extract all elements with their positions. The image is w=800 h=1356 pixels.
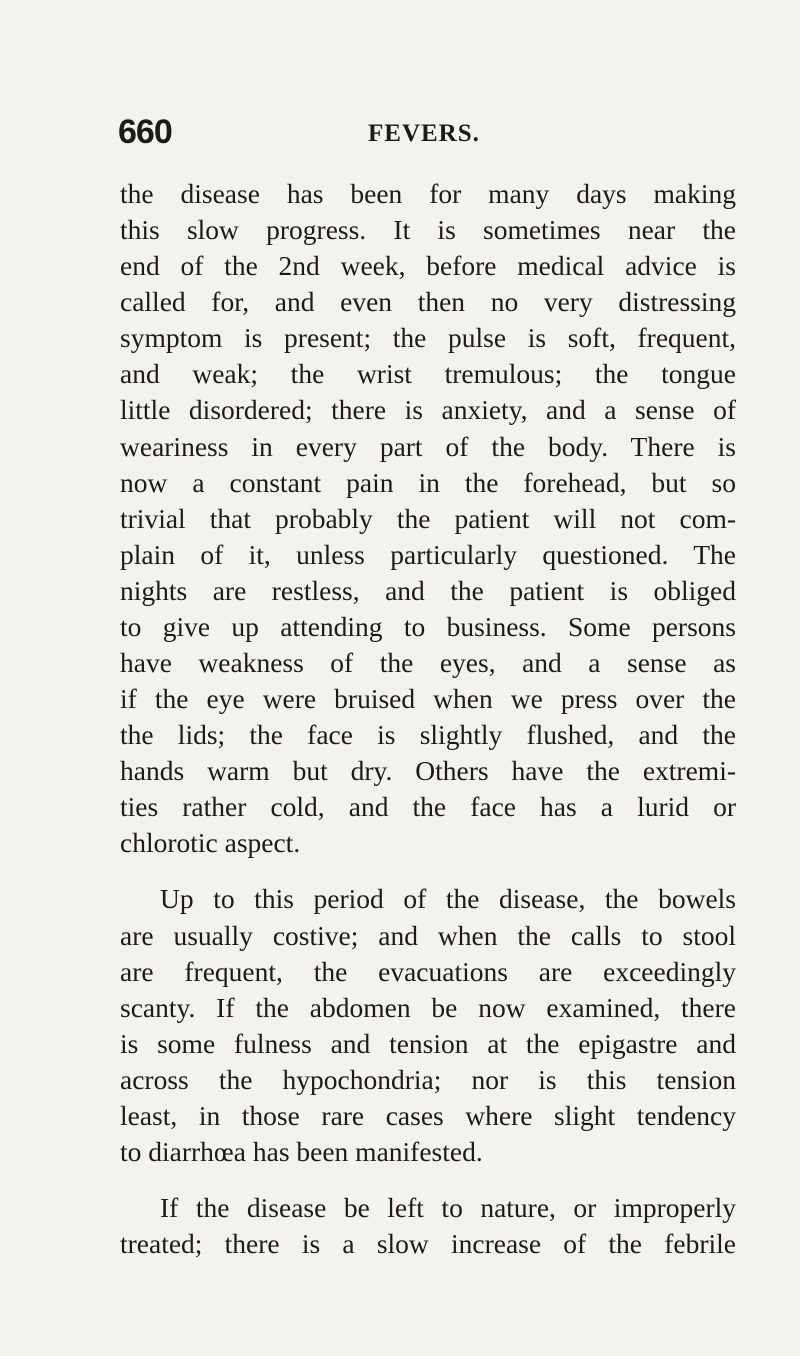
text-line: this slow progress. It is sometimes near the xyxy=(120,214,736,246)
text-line: If the disease be left to nature, or improperly xyxy=(160,1192,736,1224)
text-line: chlorotic aspect. xyxy=(120,827,301,859)
paragraph-spacer xyxy=(120,861,736,881)
text-line: the disease has been for many days making xyxy=(120,178,736,209)
text-line: and weak; the wrist tremulous; the tongue xyxy=(120,358,736,390)
running-head: FEVERS. xyxy=(368,120,480,147)
text-line: called for, and even then no very distressing xyxy=(120,286,736,318)
text-line: weariness in every part of the body. There is xyxy=(120,430,736,462)
text-line: Up to this period of the disease, the bowels xyxy=(160,883,736,915)
text-line: ties rather cold, and the face has a lurid or xyxy=(120,791,736,823)
text-line: have weakness of the eyes, and a sense as xyxy=(120,647,736,679)
text-line: to diarrhœa has been manifested. xyxy=(120,1136,483,1168)
paragraph-3 xyxy=(120,1190,736,1262)
paragraph-1 xyxy=(120,176,736,861)
text-line: is some fulness and tension at the epigastre and xyxy=(120,1027,736,1059)
text-line: are frequent, the evacuations are exceedingly xyxy=(120,955,736,987)
text-line: little disordered; there is anxiety, and a sense of xyxy=(120,394,736,426)
text-line: across the hypochondria; nor is this tension xyxy=(120,1063,736,1095)
text-line: the lids; the face is slightly flushed, and the xyxy=(120,719,736,751)
text-line: are usually costive; and when the calls to stool xyxy=(120,919,736,951)
text-line: treated; there is a slow increase of the febrile xyxy=(120,1228,736,1260)
paragraph-spacer xyxy=(120,1170,736,1190)
page-header xyxy=(118,112,698,152)
page-number: 660 xyxy=(118,113,172,151)
text-line: plain of it, unless particularly questioned. The xyxy=(120,538,736,570)
text-line: nights are restless, and the patient is obliged xyxy=(120,574,736,606)
text-line: hands warm but dry. Others have the extremi- xyxy=(120,755,736,787)
body-text xyxy=(120,176,736,1262)
text-line: if the eye were bruised when we press over the xyxy=(120,683,736,715)
text-line: trivial that probably the patient will not com- xyxy=(120,502,736,534)
text-line: scanty. If the abdomen be now examined, there xyxy=(120,991,736,1023)
text-line: symptom is present; the pulse is soft, frequent, xyxy=(120,322,736,354)
text-line: end of the 2nd week, before medical advice is xyxy=(120,250,736,282)
text-line: now a constant pain in the forehead, but so xyxy=(120,466,736,498)
text-line: to give up attending to business. Some persons xyxy=(120,610,736,642)
paragraph-2 xyxy=(120,881,736,1170)
text-line: least, in those rare cases where slight tendency xyxy=(120,1099,736,1131)
